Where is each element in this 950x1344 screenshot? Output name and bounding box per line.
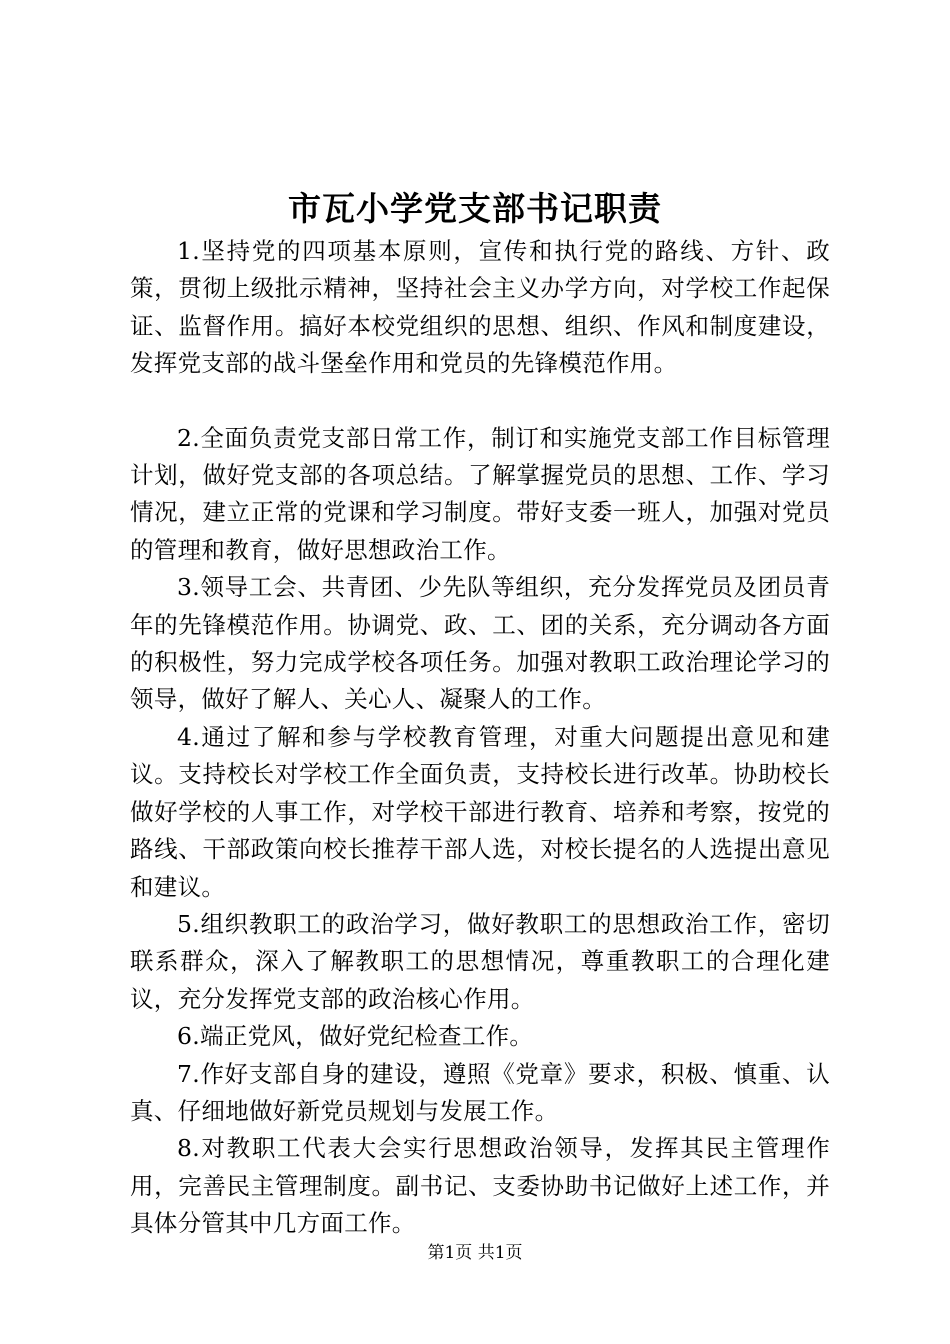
paragraph-2: 2.全面负责党支部日常工作，制订和实施党支部工作目标管理计划，做好党支部的各项总结。了解掌握党员的思想、工作、学习情况，建立正常的党课和学习制度。带好支委一班人，加强对党员的管理和教育，做好思想政治工作。 [130, 423, 830, 564]
paragraph-6: 6.端正党风，做好党纪检查工作。 [177, 1022, 534, 1051]
paragraph-8: 8.对教职工代表大会实行思想政治领导，发挥其民主管理作用，完善民主管理制度。副书记、支委协助书记做好上述工作，并具体分管其中几方面工作。 [130, 1134, 830, 1238]
paragraph-1: 1.坚持党的四项基本原则，宣传和执行党的路线、方针、政策，贯彻上级批示精神，坚持社会主义办学方向，对学校工作起保证、监督作用。搞好本校党组织的思想、组织、作风和制度建设，发挥党支部的战斗堡垒作用和党员的先锋模范作用。 [130, 237, 830, 378]
paragraph-3: 3.领导工会、共青团、少先队等组织，充分发挥党员及团员青年的先锋模范作用。协调党、政、工、团的关系，充分调动各方面的积极性，努力完成学校各项任务。加强对教职工政治理论学习的领导，做好了解人、关心人、凝聚人的工作。 [130, 573, 830, 714]
paragraph-7: 7.作好支部自身的建设，遵照《党章》要求，积极、慎重、认真、仔细地做好新党员规划与发展工作。 [130, 1059, 830, 1125]
document-title: 市瓦小学党支部书记职责 [288, 189, 662, 228]
paragraph-5: 5.组织教职工的政治学习，做好教职工的思想政治工作，密切联系群众，深入了解教职工的思想情况，尊重教职工的合理化建议，充分发挥党支部的政治核心作用。 [130, 909, 830, 1013]
paragraph-4: 4.通过了解和参与学校教育管理，对重大问题提出意见和建议。支持校长对学校工作全面负责，支持校长进行改革。协助校长做好学校的人事工作，对学校干部进行教育、培养和考察，按党的路线、干部政策向校长推荐干部人选，对校长提名的人选提出意见和建议。 [130, 722, 830, 901]
page-number: 第1页 共1页 [427, 1243, 523, 1263]
document-body [130, 233, 830, 1243]
